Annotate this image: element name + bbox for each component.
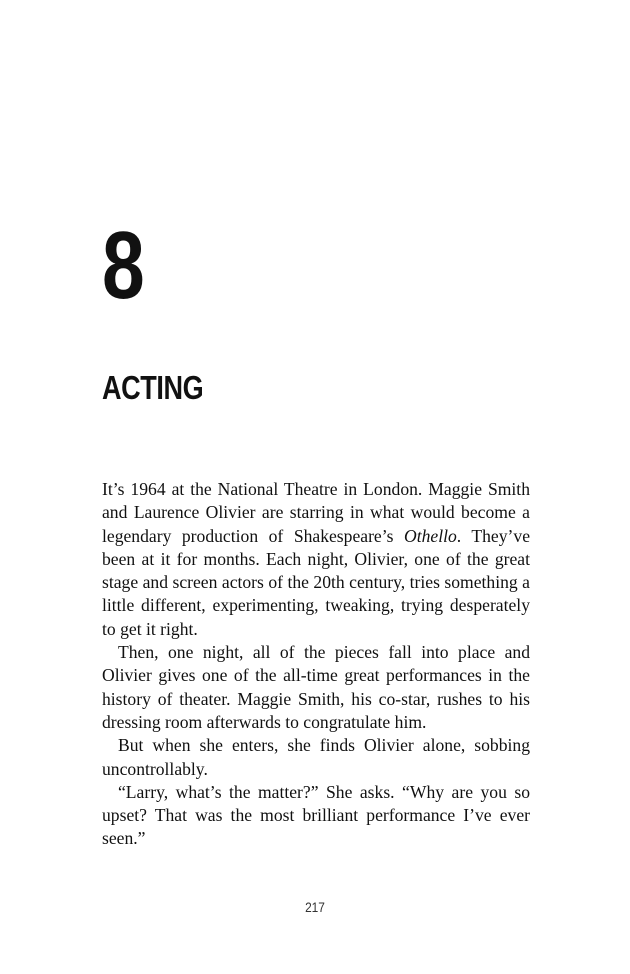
paragraph-3: But when she enters, she finds Olivier alone, sobbing uncontrollably. [102,735,530,779]
chapter-title: ACTING [102,369,204,406]
paragraph-1-text-end: . They’ve been at it for months. Each night, Olivier, one of the great stage and screen actors of the 20th century, tries something a little different, experimenting, tweaking, trying desperately to get it right. [102,525,530,639]
paragraph-2: Then, one night, all of the pieces fall into place and Olivier gives one of the all-time great performances in the history of theater. Maggie Smith, his co-star, rushes to his dressing room afterwards to congratulate him. [102,642,530,732]
chapter-number: 8 [102,212,144,319]
paragraph-1 [102,478,530,641]
body-text [102,478,530,851]
paragraph-1-text-start: It’s 1964 at the National Theatre in London. Maggie Smith and Laurence Olivier are starring in what would become a legendary production of Shakespeare’s [102,479,530,546]
paragraph-1-italic-title: Othello [404,525,457,546]
page-number: 217 [305,899,325,915]
paragraph-4: “Larry, what’s the matter?” She asks. “Why are you so upset? That was the most brilliant performance I’ve ever seen.” [102,781,530,849]
